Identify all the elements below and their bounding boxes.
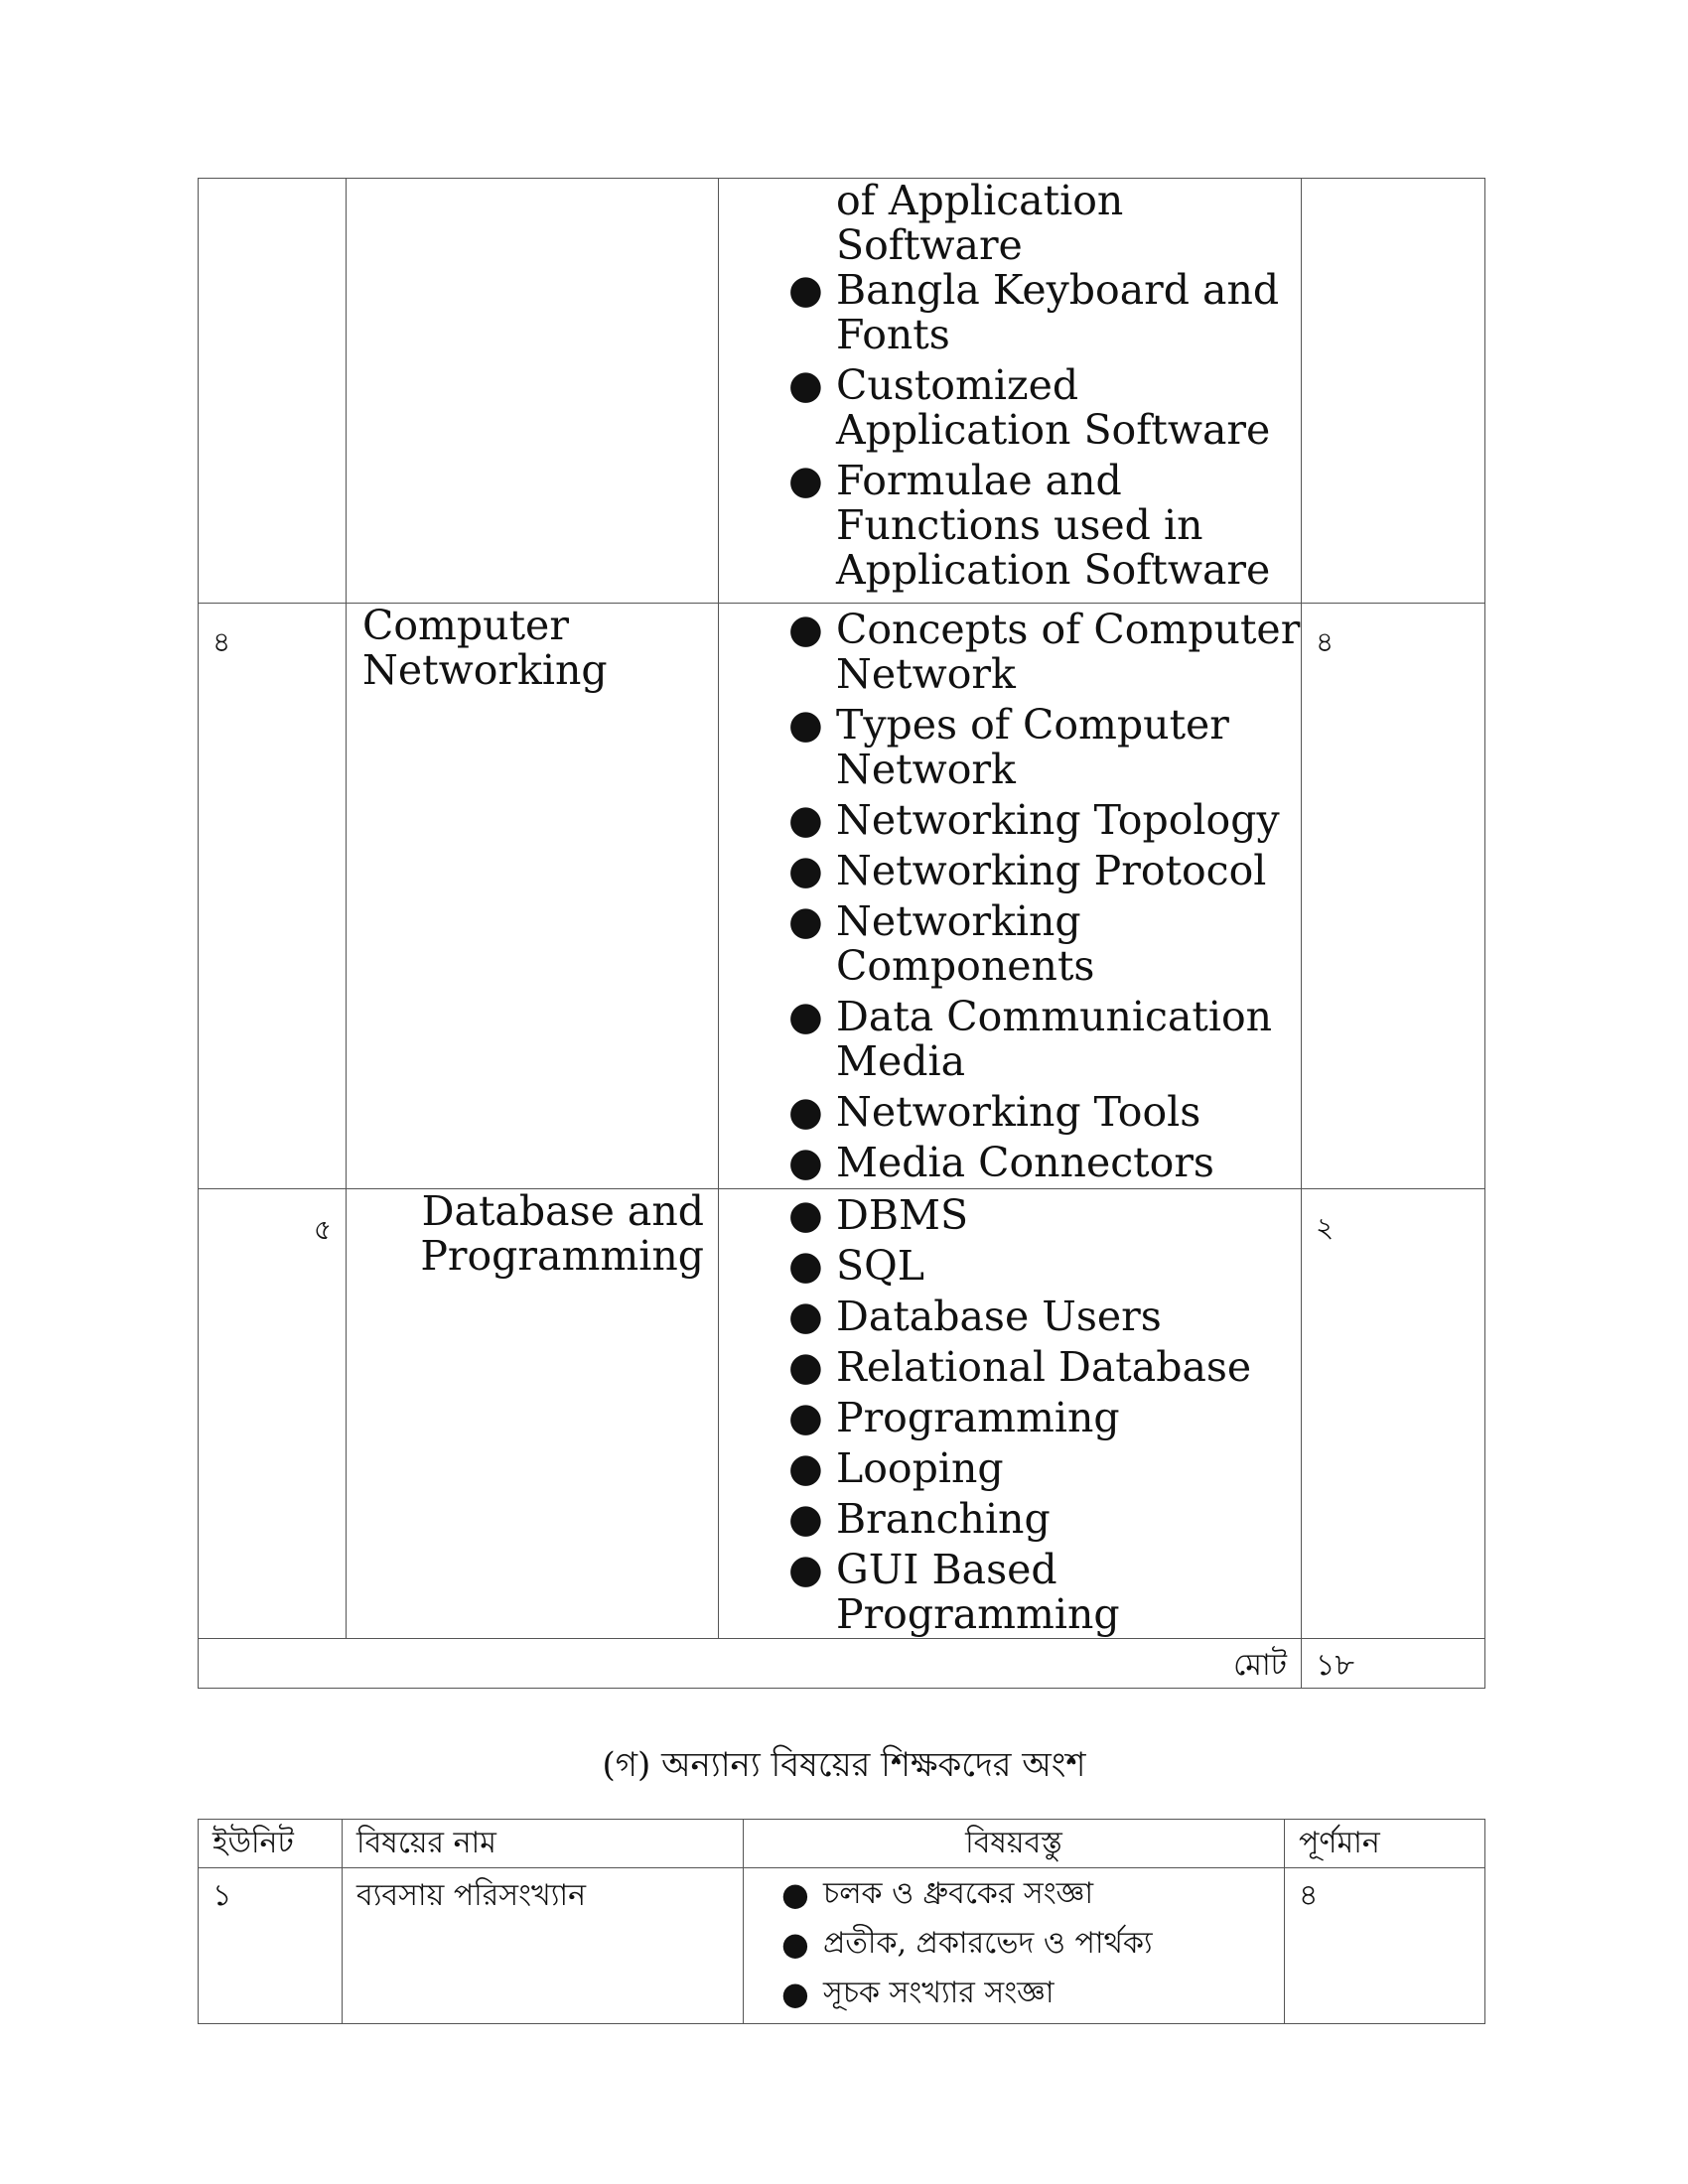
bullet-icon: ●: [788, 848, 823, 893]
bullet-icon: ●: [788, 1294, 823, 1339]
syllabus-table-bottom: [198, 1819, 1485, 2024]
table-row: [199, 1868, 1485, 2024]
bullet-icon: ●: [788, 1395, 823, 1440]
bullet-icon: ●: [788, 1140, 823, 1185]
bullet-icon: ●: [788, 702, 823, 748]
bullet-icon: ●: [788, 1547, 823, 1592]
list-item: ● Looping: [788, 1444, 1004, 1492]
list-item: ● Branching: [788, 1495, 1051, 1543]
list-item: ● Database Users: [788, 1293, 1162, 1340]
bullet-icon: ●: [781, 1925, 809, 1963]
list-item: ● Types of Computer Network: [788, 701, 1229, 793]
marks-cell: ৪: [1285, 1868, 1485, 2024]
bullet-icon: ●: [788, 1192, 823, 1238]
list-item: ● Formulae and Functions used in Application Software: [788, 457, 1271, 594]
bullet-icon: ●: [781, 1975, 809, 2012]
subject-cell: [347, 179, 719, 604]
syllabus-table-top: [198, 178, 1485, 1689]
bullet-icon: ●: [788, 1344, 823, 1390]
list-item: ● প্রতীক, প্রকারভেদ ও পার্থক্য: [781, 1925, 1153, 1963]
list-item: ● DBMS: [788, 1191, 969, 1239]
bullet-icon: ●: [788, 1445, 823, 1491]
section-title: (গ) অন্যান্য বিষয়ের শিক্ষকদের অংশ: [602, 1745, 1086, 1785]
bullet-icon: ●: [788, 267, 823, 313]
bullet-icon: ●: [788, 607, 823, 652]
list-item: ● SQL: [788, 1242, 924, 1290]
list-item: ● Media Connectors: [788, 1139, 1214, 1186]
bullet-icon: ●: [788, 797, 823, 843]
total-value: ১৮: [1302, 1639, 1485, 1689]
bullet-icon: ●: [788, 458, 823, 503]
subject-cell: Database and Programming: [347, 1189, 719, 1639]
list-item: ● Networking Tools: [788, 1088, 1201, 1136]
list-item: ● Customized Application Software: [788, 361, 1271, 454]
list-item: ● Concepts of Computer Network: [788, 606, 1301, 698]
list-item: ● Programming: [788, 1394, 1120, 1441]
topic-list: [744, 1868, 1284, 2013]
list-item: ● Bangla Keyboard and Fonts: [788, 266, 1280, 358]
topics-cell: [744, 1868, 1285, 2024]
list-item: ● Relational Database: [788, 1343, 1252, 1391]
table-row: [199, 1189, 1485, 1639]
list-item: ● Data Communication Media: [788, 993, 1273, 1085]
unit-cell: [199, 179, 347, 604]
topic-list: [719, 1189, 1301, 1637]
subject-cell: Computer Networking: [347, 604, 719, 1189]
unit-cell: ১: [199, 1868, 343, 2024]
total-label: মোট: [199, 1639, 1302, 1689]
list-item: ● Networking Topology: [788, 796, 1280, 844]
bullet-icon: ●: [788, 898, 823, 944]
bullet-icon: ●: [788, 1496, 823, 1542]
header-row: [199, 1820, 1485, 1868]
topic-list: [719, 604, 1301, 1185]
total-row: [199, 1639, 1485, 1689]
topics-cell: [719, 179, 1302, 604]
marks-cell: [1302, 179, 1485, 604]
unit-cell: ৫: [199, 1189, 347, 1639]
list-item: ● Networking Components: [788, 897, 1095, 990]
list-item: ● Networking Protocol: [788, 847, 1267, 894]
bullet-icon: ●: [781, 1875, 809, 1913]
header-subject: বিষয়ের নাম: [343, 1820, 744, 1868]
topics-cell: [719, 604, 1302, 1189]
subject-cell: ব্যবসায় পরিসংখ্যান: [343, 1868, 744, 2024]
header-unit: ইউনিট: [199, 1820, 343, 1868]
marks-cell: ২: [1302, 1189, 1485, 1639]
table-row: [199, 604, 1485, 1189]
header-topics: বিষয়বস্তু: [744, 1820, 1285, 1868]
unit-cell: ৪: [199, 604, 347, 1189]
continued-text: of Application Software: [836, 177, 1124, 269]
marks-cell: ৪: [1302, 604, 1485, 1189]
table-row: [199, 179, 1485, 604]
topic-list: [719, 268, 1301, 593]
list-item: ● GUI Based Programming: [788, 1546, 1120, 1638]
list-item: ● চলক ও ধ্রুবকের সংজ্ঞা: [781, 1875, 1094, 1913]
bullet-icon: ●: [788, 994, 823, 1039]
bullet-icon: ●: [788, 1243, 823, 1289]
topics-cell: [719, 1189, 1302, 1639]
bullet-icon: ●: [788, 362, 823, 408]
list-item: ● সূচক সংখ্যার সংজ্ঞা: [781, 1975, 1055, 2012]
header-marks: পূর্ণমান: [1285, 1820, 1485, 1868]
bullet-icon: ●: [788, 1089, 823, 1135]
